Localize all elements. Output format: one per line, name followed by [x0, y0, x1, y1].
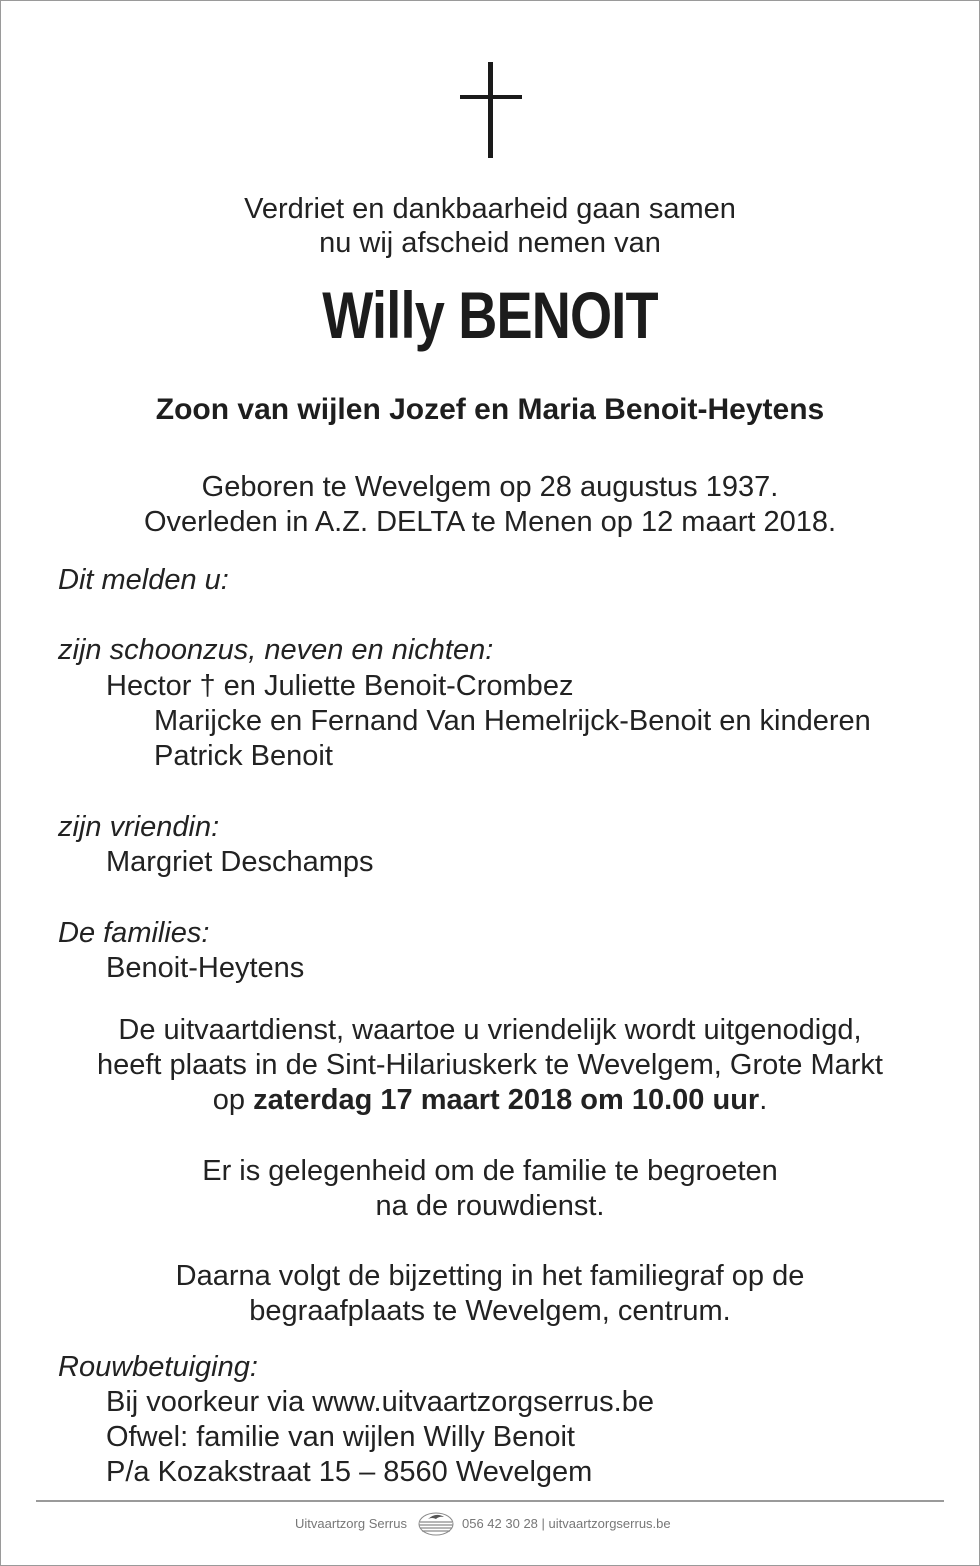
death-line: Overleden in A.Z. DELTA te Menen op 12 maart 2018. [143, 506, 837, 538]
intro-line-2: nu wij afscheid nemen van [319, 227, 661, 259]
service-suffix: . [759, 1084, 768, 1116]
service-line-3 [0, 1083, 980, 1118]
service-line-2: heeft plaats in de Sint-Hilariuskerk te Wevelgem, Grote Markt [96, 1049, 883, 1081]
deceased-name: Willy BENOIT [322, 278, 658, 352]
footer-divider [36, 1500, 944, 1502]
greeting-line-1: Er is gelegenheid om de familie te begroeten [202, 1155, 778, 1187]
service-date-time: zaterdag 17 maart 2018 om 10.00 uur [253, 1084, 760, 1116]
announce-heading: Dit melden u: [58, 564, 229, 596]
service-prefix: op [212, 1084, 245, 1116]
relatives-heading: zijn schoonzus, neven en nichten: [58, 634, 494, 666]
cross-icon [460, 62, 522, 158]
burial-line-2: begraafplaats te Wevelgem, centrum. [249, 1295, 731, 1327]
birth-line: Geboren te Wevelgem op 28 augustus 1937. [201, 471, 779, 503]
bird-over-waves-logo-icon [414, 1510, 458, 1536]
condolences-heading: Rouwbetuiging: [58, 1351, 258, 1383]
condolences-line: P/a Kozakstraat 15 – 8560 Wevelgem [106, 1456, 593, 1488]
families-heading: De families: [58, 917, 210, 949]
friend-name: Margriet Deschamps [106, 846, 374, 878]
relative-line: Hector † en Juliette Benoit-Crombez [106, 670, 574, 702]
condolences-line: Bij voorkeur via www.uitvaartzorgserrus.be [106, 1386, 654, 1418]
service-line-1: De uitvaartdienst, waartoe u vriendelijk wordt uitgenodigd, [118, 1014, 862, 1046]
parents-subtitle: Zoon van wijlen Jozef en Maria Benoit-Heytens [155, 393, 825, 426]
relative-line: Marijcke en Fernand Van Hemelrijck-Benoit en kinderen [154, 705, 871, 737]
footer-company: Uitvaartzorg Serrus [295, 1516, 407, 1531]
families-name: Benoit-Heytens [106, 952, 305, 984]
greeting-line-2: na de rouwdienst. [375, 1190, 605, 1222]
burial-line-1: Daarna volgt de bijzetting in het familiegraf op de [175, 1260, 805, 1292]
relative-line: Patrick Benoit [154, 740, 333, 772]
friend-heading: zijn vriendin: [58, 811, 220, 843]
intro-line-1: Verdriet en dankbaarheid gaan samen [244, 193, 736, 225]
footer [0, 1510, 980, 1540]
condolences-line: Ofwel: familie van wijlen Willy Benoit [106, 1421, 575, 1453]
footer-contact: 056 42 30 28 | uitvaartzorgserrus.be [462, 1516, 671, 1531]
